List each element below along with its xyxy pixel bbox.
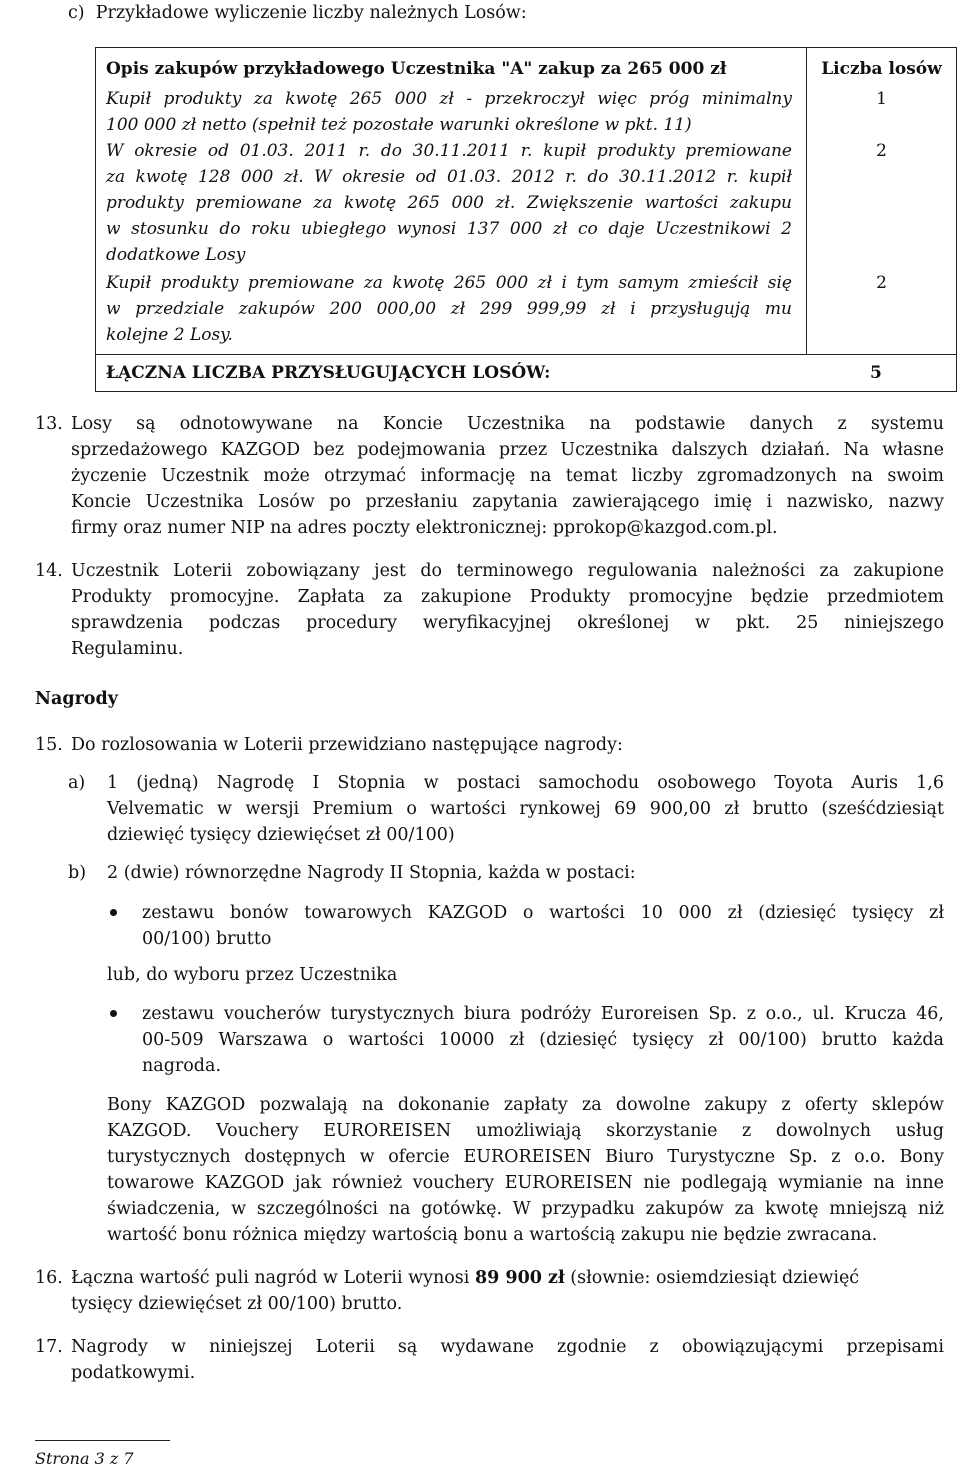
p16-line2: tysięcy dziewięćset zł 00/100) brutto. bbox=[71, 1294, 403, 1314]
row3-count: 2 bbox=[876, 273, 887, 293]
row2-line2: za kwotę 128 000 zł. W okresie od 01.03. 2012 r. do 30.11.2012 r. kupił bbox=[106, 167, 792, 187]
row1-line2: 100 000 zł netto (spełnił też pozostałe warunki określone w pkt. 11) bbox=[106, 115, 692, 135]
description-column bbox=[96, 48, 807, 355]
row2-line1: W okresie od 01.03. 2011 r. do 30.11.2011 r. kupił produkty premiowane bbox=[106, 141, 792, 161]
item-a-line: 1 (jedną) Nagrodę I Stopnia w postaci samochodu osobowego Toyota Auris 1,6 bbox=[107, 773, 944, 793]
p16-line1 bbox=[71, 1265, 859, 1291]
bullet2-line: zestawu voucherów turystycznych biura podróży Euroreisen Sp. z o.o., ul. Krucza 46, bbox=[142, 1004, 944, 1024]
table-header-description: Opis zakupów przykładowego Uczestnika "A" zakup za 265 000 zł bbox=[106, 59, 727, 79]
page-number-footer: Strona 3 z 7 bbox=[35, 1449, 134, 1468]
p17-line: podatkowymi. bbox=[71, 1363, 196, 1383]
p13-number: 13. bbox=[35, 414, 63, 434]
p15-number: 15. bbox=[35, 735, 63, 755]
p13-line: Losy są odnotowywane na Koncie Uczestnika na podstawie danych z systemu bbox=[71, 414, 944, 434]
bullet-dot-icon bbox=[110, 909, 117, 916]
p15-text: Do rozlosowania w Loterii przewidziano następujące nagrody: bbox=[71, 735, 623, 755]
bullet2-line: nagroda. bbox=[142, 1056, 222, 1076]
row3-line1: Kupił produkty premiowane za kwotę 265 000 zł i tym samym zmieścił się bbox=[106, 273, 792, 293]
item-b-text: 2 (dwie) równorzędne Nagrody II Stopnia, każda w postaci: bbox=[107, 863, 636, 883]
row2-count: 2 bbox=[876, 141, 887, 161]
p17-line: Nagrody w niniejszej Loterii są wydawane zgodnie z obowiązującymi przepisami bbox=[71, 1337, 944, 1357]
lub-text: lub, do wyboru przez Uczestnika bbox=[107, 965, 398, 985]
p13-line: sprzedażowego KAZGOD bez podejmowania przez Uczestnika dalszych działań. Na własne bbox=[71, 440, 944, 460]
bullet1-line: zestawu bonów towarowych KAZGOD o wartości 10 000 zł (dziesięć tysięcy zł bbox=[142, 903, 944, 923]
bullet-dot-icon bbox=[110, 1010, 117, 1017]
bony-line: towarowe KAZGOD jak również vouchery EUROREISEN nie podlegają wymianie na inne bbox=[107, 1173, 944, 1193]
section-c-title: c) Przykładowe wyliczenie liczby należnych Losów: bbox=[68, 3, 527, 23]
item-a-label: a) bbox=[68, 773, 86, 793]
p14-line: Uczestnik Loterii zobowiązany jest do terminowego regulowania należności za zakupione bbox=[71, 561, 944, 581]
total-row bbox=[96, 355, 957, 392]
bony-line: KAZGOD. Vouchery EUROREISEN umożliwiają skorzystanie z dowolnych usług bbox=[107, 1121, 944, 1141]
p17-number: 17. bbox=[35, 1337, 63, 1357]
item-a-line: Velvematic w wersji Premium o wartości rynkowej 69 900,00 zł brutto (sześćdziesiąt bbox=[107, 799, 944, 819]
p14-line: Produkty promocyjne. Zapłata za zakupione Produkty promocyjne będzie przedmiotem bbox=[71, 587, 944, 607]
bony-line: wartość bonu różnica między wartością bonu a wartością zakupu nie będzie zwracana. bbox=[107, 1225, 878, 1245]
bullet1-line: 00/100) brutto bbox=[142, 929, 272, 949]
bony-line: Bony KAZGOD pozwalają na dokonanie zapłaty za dowolne zakupy z oferty sklepów bbox=[107, 1095, 944, 1115]
p16-number: 16. bbox=[35, 1268, 63, 1288]
row2-line5: dodatkowe Losy bbox=[106, 245, 246, 265]
p13-line: życzenie Uczestnik może otrzymać informację na temat liczby zgromadzonych na swoim bbox=[71, 466, 944, 486]
item-a-line: dziewięć tysięcy dziewięćset zł 00/100) bbox=[107, 825, 455, 845]
footer-rule bbox=[35, 1440, 170, 1441]
total-value: 5 bbox=[870, 363, 882, 383]
p13-line: firmy oraz numer NIP na adres poczty elektronicznej: pprokop@kazgod.com.pl. bbox=[71, 518, 778, 538]
heading-nagrody: Nagrody bbox=[35, 689, 118, 709]
row2-line3: produkty premiowane za kwotę 265 000 zł. Zwiększenie wartości zakupu bbox=[106, 193, 792, 213]
row2-line4: w stosunku do roku ubiegłego wynosi 137 000 zł co daje Uczestnikowi 2 bbox=[106, 219, 792, 239]
purchases-table bbox=[95, 47, 957, 392]
table-header-count: Liczba losów bbox=[821, 59, 942, 79]
item-b-label: b) bbox=[68, 863, 87, 883]
bony-line: turystycznych dostępnych w ofercie EUROREISEN Biuro Turystyczne Sp. z o.o. Bony bbox=[107, 1147, 944, 1167]
row1-line1: Kupił produkty za kwotę 265 000 zł - przekroczył więc próg minimalny bbox=[106, 89, 792, 109]
p13-line: Koncie Uczestnika Losów po przesłaniu zapytania zawierającego imię i nazwisko, nazwy bbox=[71, 492, 944, 512]
p14-line: Regulaminu. bbox=[71, 639, 184, 659]
p16-pre: Łączna wartość puli nagród w Loterii wynosi bbox=[71, 1268, 475, 1288]
p14-number: 14. bbox=[35, 561, 63, 581]
p16-amount: 89 900 zł bbox=[474, 1268, 565, 1288]
p14-line: sprawdzenia podczas procedury weryfikacyjnej określonej w pkt. 25 niniejszego bbox=[71, 613, 944, 633]
total-label: ŁĄCZNA LICZBA PRZYSŁUGUJĄCYCH LOSÓW: bbox=[106, 363, 551, 383]
p16-post: (słownie: osiemdziesiąt dziewięć bbox=[564, 1268, 860, 1288]
bony-line: świadczenia, w szczególności na gotówkę. W przypadku zakupów za kwotę mniejszą niż bbox=[107, 1199, 944, 1219]
row3-line2: w przedziale zakupów 200 000,00 zł 299 999,99 zł i przysługują mu bbox=[106, 299, 792, 319]
row3-line3: kolejne 2 Losy. bbox=[106, 325, 233, 345]
count-column bbox=[807, 48, 957, 355]
row1-count: 1 bbox=[876, 89, 887, 109]
bullet2-line: 00-509 Warszawa o wartości 10000 zł (dziesięć tysięcy zł 00/100) brutto każda bbox=[142, 1030, 944, 1050]
